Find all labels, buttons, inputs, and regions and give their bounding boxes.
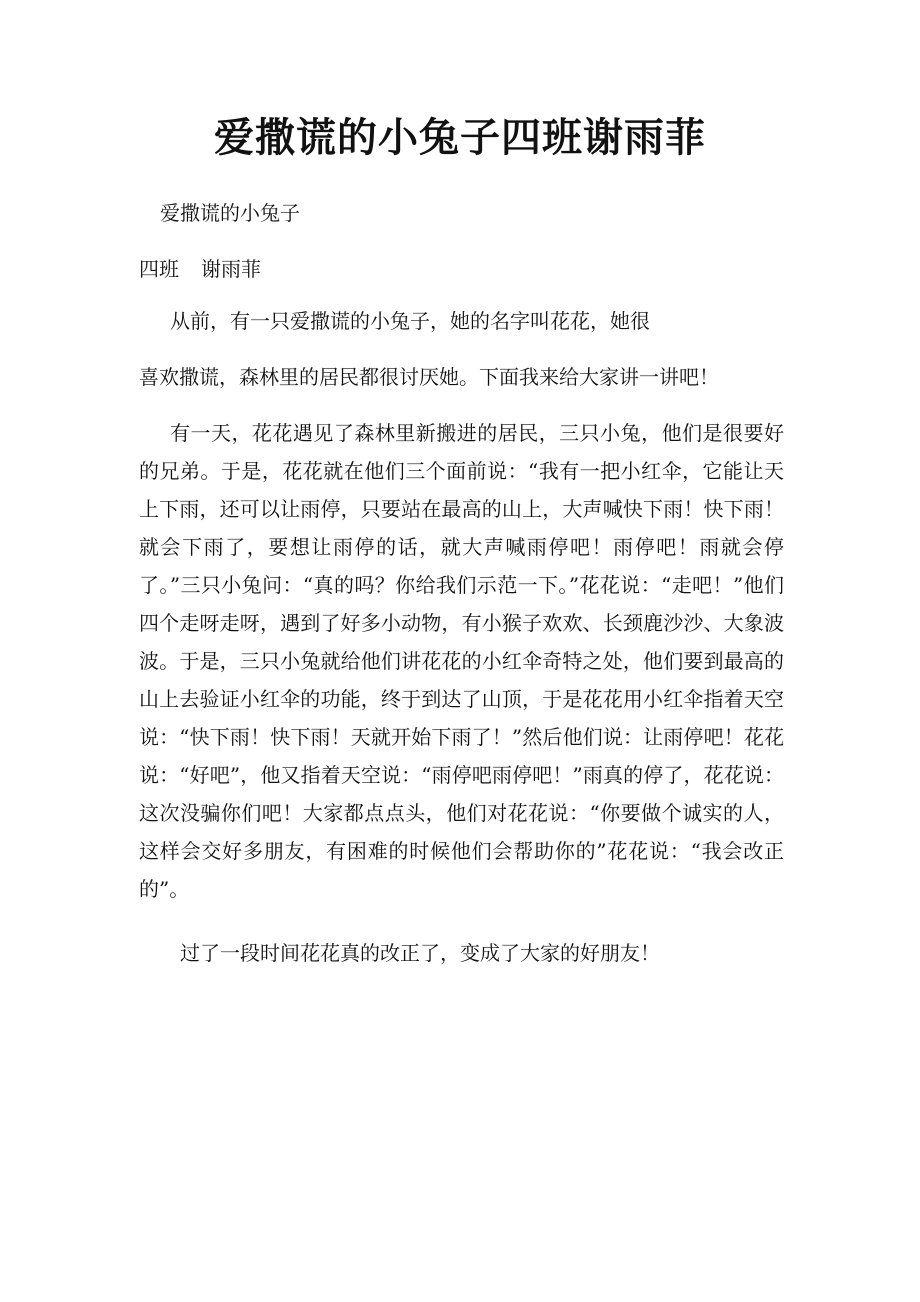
author-class: 四班 (139, 257, 179, 281)
story-paragraph: 有一天，花花遇见了森林里新搬进的居民，三只小兔，他们是很要好的兄弟。于是，花花就在他们三个面前说：“我有一把小红伞，它能让天上下雨，还可以让雨停，只要站在最高的山上，大声喊快下雨！快下雨！就会下雨了，要想让雨停的话，就大声喊雨停吧！雨停吧！雨就会停了。”三只小兔问：“真的吗？你给我们示范一下。”花花说：“走吧！”他们四个走呀走呀，遇到了好多小动物，有小猴子欢欢、长颈鹿沙沙、大象波波。于是，三只小兔就给他们讲花花的小红伞奇特之处，他们要到最高的山上去验证小红伞的功能，终于到达了山顶，于是花花用小红伞指着天空说：“快下雨！快下雨！天就开始下雨了！”然后他们说：让雨停吧！花花说：“好吧”，他又指着天空说：“雨停吧雨停吧！”雨真的停了，花花说：这次没骗你们吧！大家都点点头，他们对花花说：“你要做个诚实的人，这样会交好多朋友，有困难的时候他们会帮助你的”花花说：“我会改正的”。 (139, 421, 784, 901)
story-subtitle: 爱撒谎的小兔子 (160, 201, 300, 225)
intro-line-1: 从前，有一只爱撒谎的小兔子，她的名字叫花花，她很 (170, 309, 650, 333)
ending-paragraph: 过了一段时间花花真的改正了，变成了大家的好朋友！ (180, 941, 660, 965)
author-name: 谢雨菲 (201, 257, 261, 281)
author-line (139, 254, 261, 284)
intro-line-2: 喜欢撒谎，森林里的居民都很讨厌她。下面我来给大家讲一讲吧！ (139, 365, 719, 389)
document-title: 爱撒谎的小兔子四班谢雨菲 (214, 114, 706, 161)
